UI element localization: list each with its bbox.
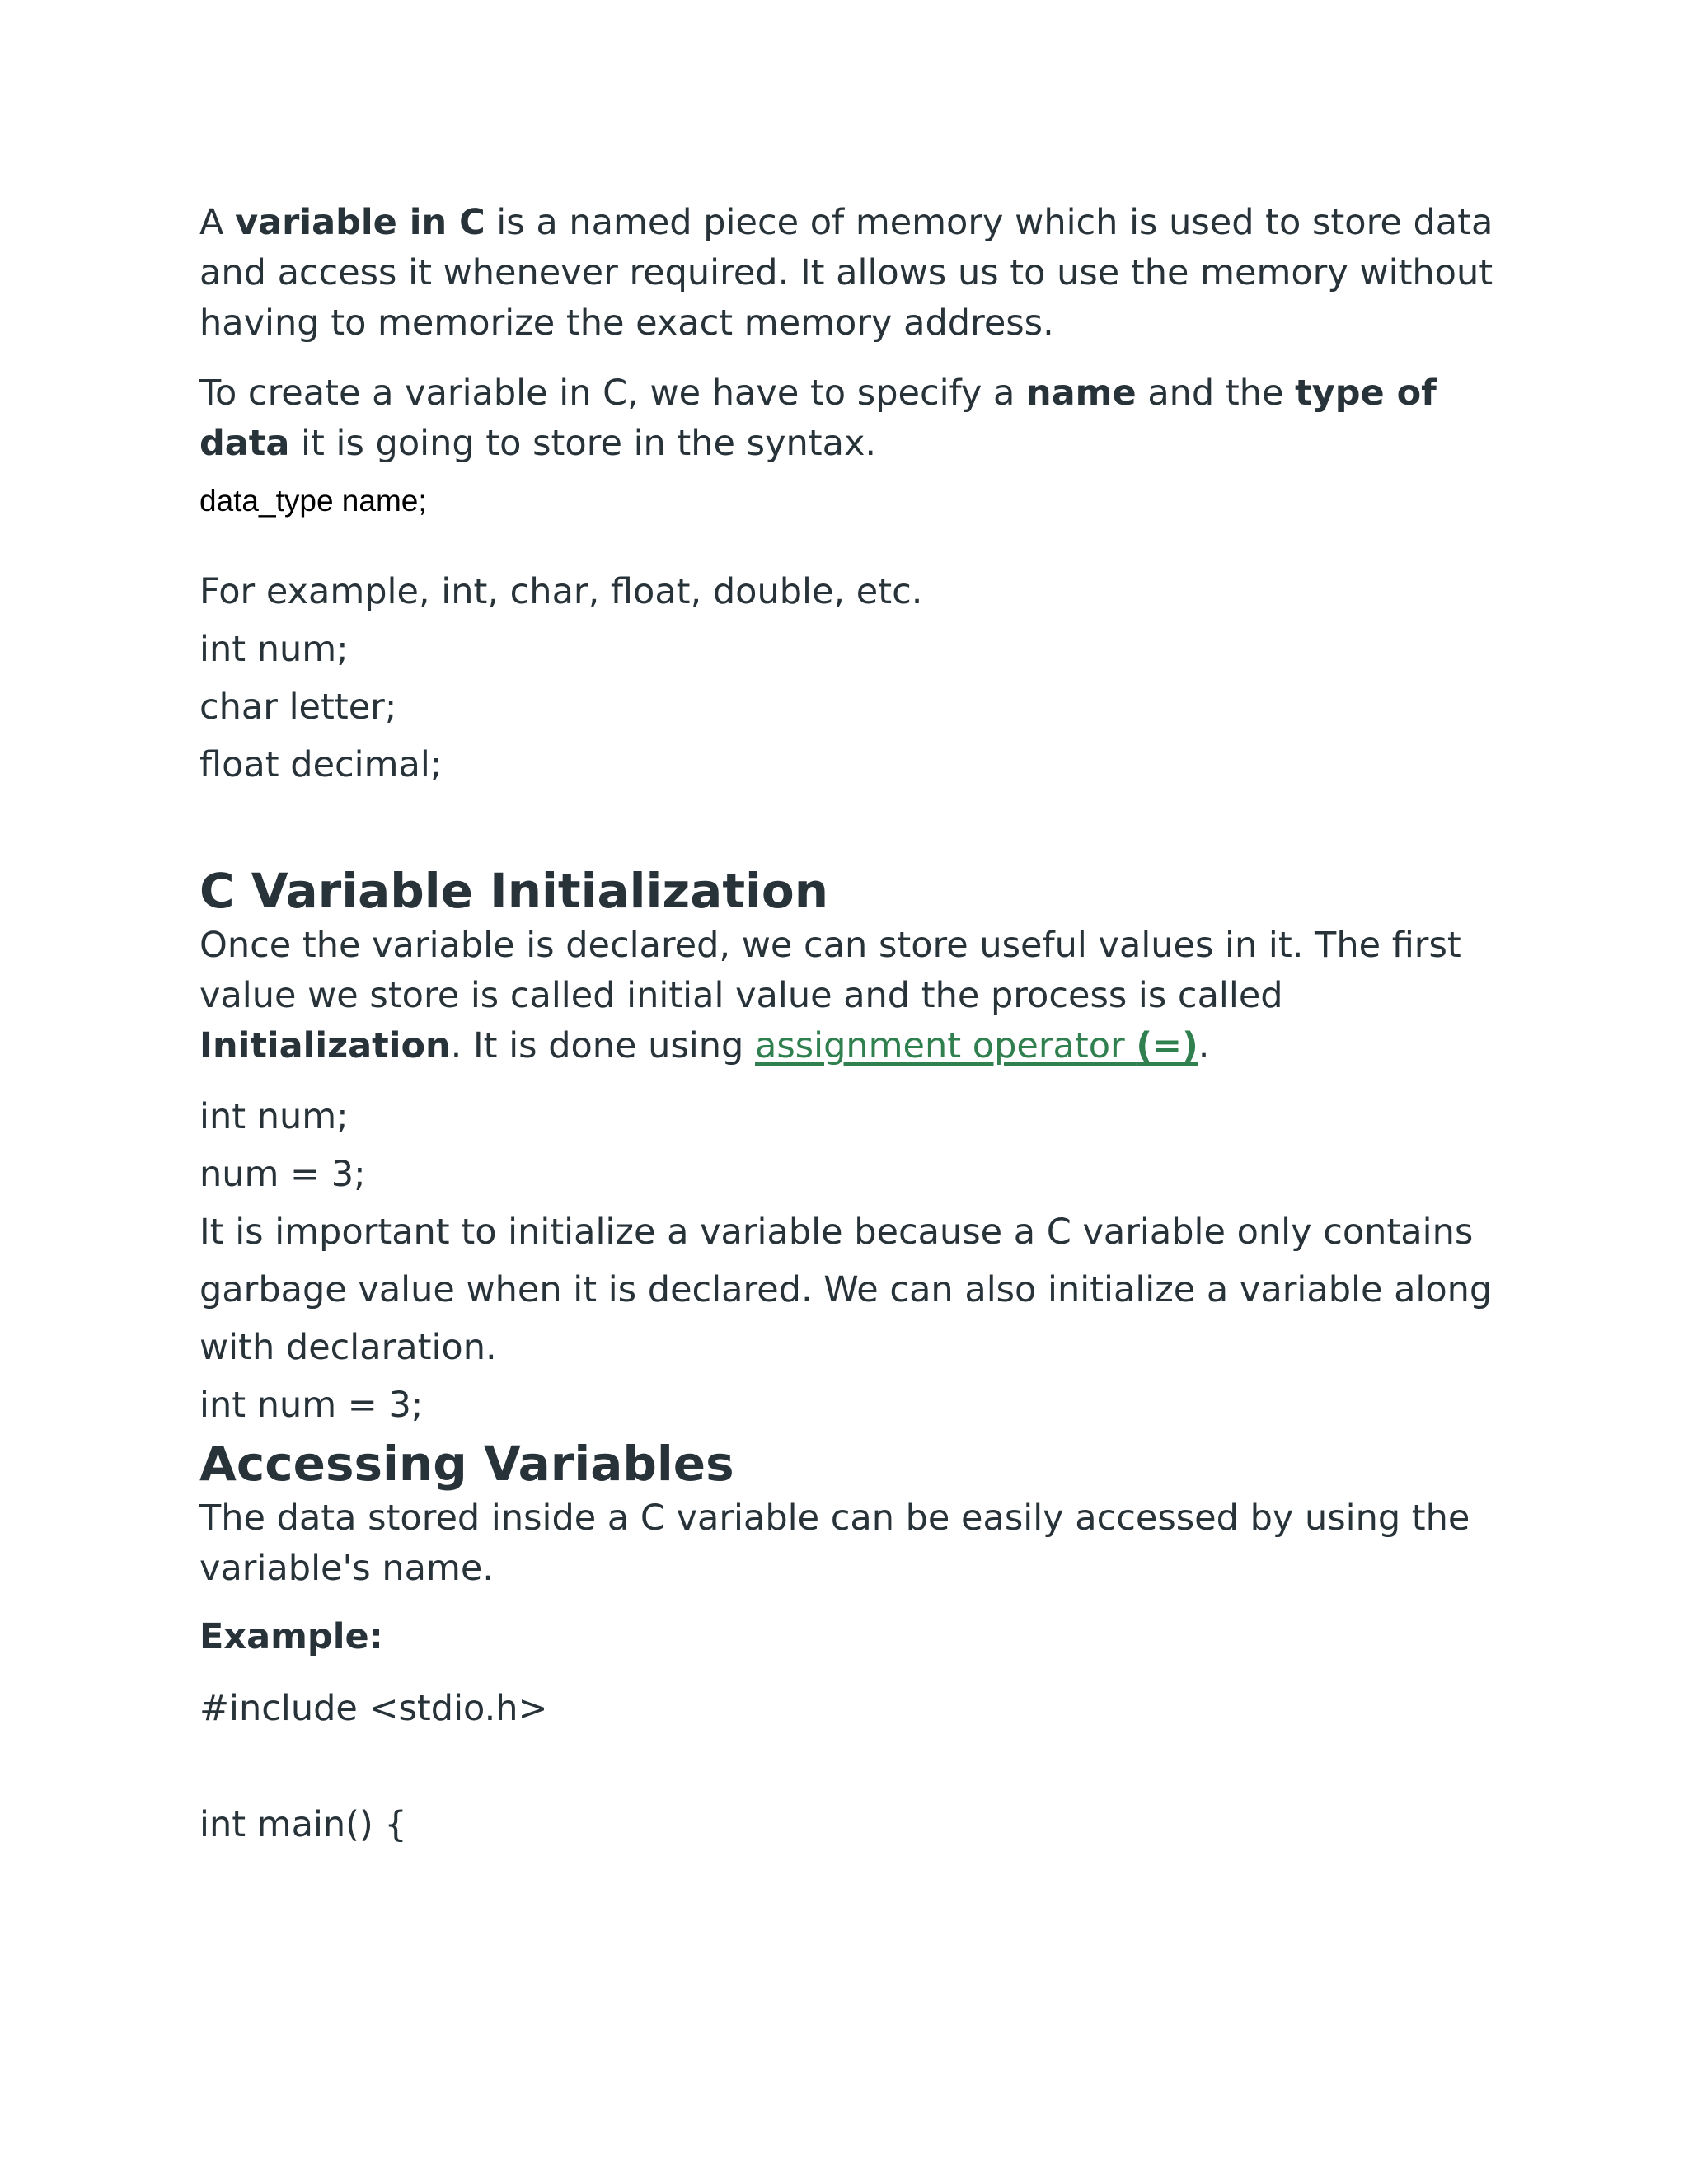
syntax-paragraph — [199, 368, 1518, 469]
syntax-text-e: it is going to store in the syntax. — [289, 423, 877, 464]
code-line: num = 3; — [199, 1154, 366, 1195]
code-line: int num; — [199, 1096, 349, 1137]
example-intro: For example, int, char, float, double, etc. — [199, 571, 923, 612]
example-label — [199, 1612, 1518, 1662]
syntax-text-a: To create a variable in C, we have to specify a — [199, 373, 1027, 414]
assignment-operator-link[interactable] — [755, 1025, 1198, 1066]
declaration-line: char letter; — [199, 687, 397, 728]
init-text-d: . — [1198, 1025, 1210, 1066]
code-line: int num = 3; — [199, 1385, 424, 1426]
init-text-c: . It is done using — [450, 1025, 756, 1066]
syntax-term-name: name — [1026, 373, 1137, 414]
syntax-code: data_type name; — [199, 484, 427, 518]
important-note: It is important to initialize a variable because a C variable only contains garbage value when it is declared. We can also initialize a variable along with declaration. — [199, 1212, 1493, 1368]
declaration-line: int num; — [199, 629, 349, 670]
init-term: Initialization — [199, 1025, 451, 1066]
syntax-term-type: type of data — [199, 373, 1437, 464]
intro-text-a: A — [199, 202, 236, 243]
assignment-operator-link-text: assignment operator — [755, 1025, 1137, 1066]
code-line: int main() { — [199, 1804, 407, 1845]
example-label-text: Example: — [199, 1616, 383, 1657]
declaration-line: float decimal; — [199, 744, 443, 785]
document-page — [199, 198, 1518, 1850]
init-text-a: Once the variable is declared, we can store useful values in it. The first value we store is called initial value and the process is called — [199, 925, 1461, 1016]
section-heading-accessing: Accessing Variables — [199, 1436, 734, 1492]
intro-term: variable in C — [235, 202, 485, 243]
code-line: #include <stdio.h> — [199, 1688, 548, 1729]
assignment-operator-link-symbol: (=) — [1136, 1025, 1198, 1066]
section-heading-initialization: C Variable Initialization — [199, 863, 829, 919]
syntax-text-c: and the — [1136, 373, 1296, 414]
accessing-paragraph: The data stored inside a C variable can be easily accessed by using the variable's name. — [199, 1497, 1470, 1589]
intro-text-c: is a named piece of memory which is used to store data and access it whenever required. It allows us to use the memory without having to memorize the exact memory address. — [199, 202, 1493, 344]
initialization-paragraph — [199, 921, 1518, 1071]
intro-paragraph — [199, 198, 1518, 349]
